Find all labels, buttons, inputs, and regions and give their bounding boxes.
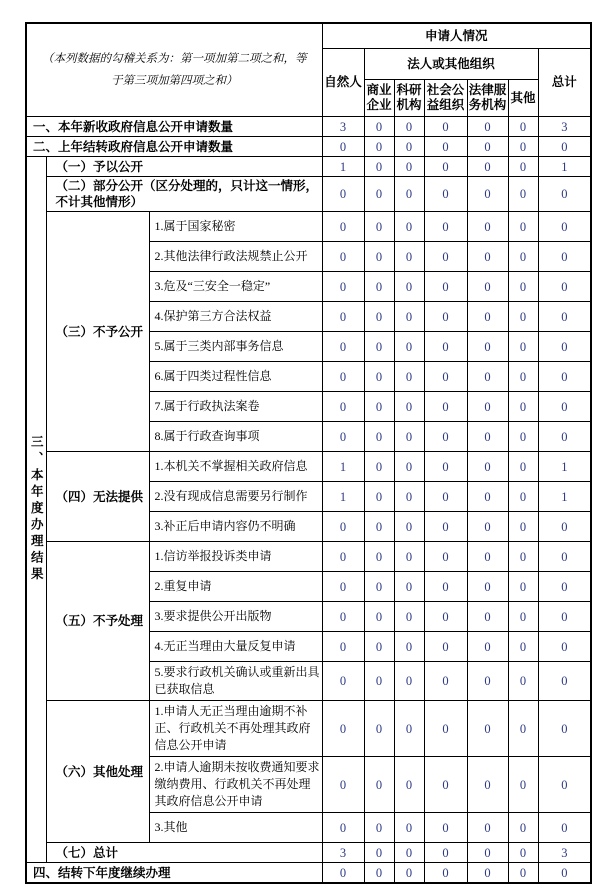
value-cell: 0 — [467, 157, 508, 177]
value-cell: 0 — [508, 272, 538, 302]
value-cell: 0 — [467, 512, 508, 542]
value-cell: 0 — [508, 392, 538, 422]
value-cell: 0 — [322, 512, 364, 542]
value-cell: 0 — [538, 137, 591, 157]
value-cell: 0 — [364, 542, 394, 572]
value-cell: 0 — [424, 392, 467, 422]
value-cell: 0 — [538, 362, 591, 392]
value-cell: 0 — [322, 242, 364, 272]
value-cell: 0 — [538, 662, 591, 701]
value-cell: 0 — [467, 392, 508, 422]
value-cell: 0 — [508, 362, 538, 392]
group-label: （一）予以公开 — [46, 157, 322, 177]
value-cell: 0 — [322, 212, 364, 242]
value-cell: 0 — [394, 242, 424, 272]
sub-label: 2.重复申请 — [149, 572, 322, 602]
value-cell: 0 — [322, 137, 364, 157]
value-cell: 1 — [538, 157, 591, 177]
value-cell: 0 — [364, 117, 394, 137]
group-label: （四）无法提供 — [46, 452, 149, 542]
value-cell: 0 — [364, 482, 394, 512]
value-cell: 0 — [508, 422, 538, 452]
value-cell: 0 — [394, 602, 424, 632]
value-cell: 1 — [538, 452, 591, 482]
value-cell: 0 — [508, 177, 538, 212]
value-cell: 0 — [394, 452, 424, 482]
table-row — [26, 452, 591, 482]
value-cell: 0 — [394, 362, 424, 392]
sub-label: 1.本机关不掌握相关政府信息 — [149, 452, 322, 482]
value-cell: 0 — [394, 863, 424, 884]
sub-label: 4.保护第三方合法权益 — [149, 302, 322, 332]
value-cell: 0 — [467, 701, 508, 757]
value-cell: 3 — [538, 117, 591, 137]
value-cell: 0 — [364, 422, 394, 452]
value-cell: 0 — [508, 602, 538, 632]
value-cell: 0 — [394, 392, 424, 422]
value-cell: 0 — [364, 701, 394, 757]
value-cell: 0 — [538, 242, 591, 272]
value-cell: 0 — [394, 302, 424, 332]
value-cell: 0 — [467, 482, 508, 512]
value-cell: 0 — [364, 632, 394, 662]
value-cell: 0 — [467, 272, 508, 302]
value-cell: 0 — [364, 572, 394, 602]
value-cell: 0 — [467, 572, 508, 602]
value-cell: 0 — [508, 302, 538, 332]
value-cell: 0 — [508, 542, 538, 572]
value-cell: 0 — [394, 482, 424, 512]
value-cell: 0 — [538, 272, 591, 302]
value-cell: 0 — [364, 242, 394, 272]
value-cell: 0 — [467, 813, 508, 843]
value-cell: 0 — [394, 632, 424, 662]
value-cell: 0 — [394, 157, 424, 177]
sub-label: 3.危及“三安全一稳定” — [149, 272, 322, 302]
value-cell: 0 — [538, 701, 591, 757]
applicant-section-header: 申请人情况 — [322, 23, 591, 49]
value-cell: 0 — [424, 813, 467, 843]
table-row — [26, 542, 591, 572]
value-cell: 0 — [364, 602, 394, 632]
row-label: 一、本年新收政府信息公开申请数量 — [26, 117, 322, 137]
value-cell: 0 — [424, 572, 467, 602]
value-cell: 0 — [467, 542, 508, 572]
col-header-business-enterprise: 商业企业 — [364, 80, 394, 117]
value-cell: 1 — [538, 482, 591, 512]
value-cell: 0 — [364, 512, 394, 542]
value-cell: 0 — [322, 632, 364, 662]
value-cell: 0 — [322, 362, 364, 392]
sub-label: 4.无正当理由大量反复申请 — [149, 632, 322, 662]
value-cell: 0 — [508, 332, 538, 362]
value-cell: 0 — [394, 843, 424, 863]
value-cell: 0 — [538, 302, 591, 332]
value-cell: 0 — [322, 701, 364, 757]
value-cell: 0 — [364, 452, 394, 482]
value-cell: 0 — [364, 177, 394, 212]
value-cell: 0 — [424, 362, 467, 392]
value-cell: 0 — [394, 177, 424, 212]
value-cell: 0 — [467, 137, 508, 157]
header-row-1 — [26, 23, 591, 49]
value-cell: 0 — [424, 452, 467, 482]
value-cell: 0 — [394, 542, 424, 572]
value-cell: 0 — [467, 843, 508, 863]
table-row — [26, 137, 591, 157]
value-cell: 0 — [467, 662, 508, 701]
report-table-body — [26, 117, 591, 884]
value-cell: 0 — [424, 157, 467, 177]
group-label: （三）不予公开 — [46, 212, 149, 452]
value-cell: 0 — [394, 117, 424, 137]
value-cell: 0 — [394, 272, 424, 302]
value-cell: 0 — [467, 362, 508, 392]
value-cell: 0 — [538, 863, 591, 884]
value-cell: 0 — [322, 662, 364, 701]
sub-label: 1.信访举报投诉类申请 — [149, 542, 322, 572]
col-header-public-welfare-org: 社会公益组织 — [424, 80, 467, 117]
sub-label: 6.属于四类过程性信息 — [149, 362, 322, 392]
value-cell: 0 — [508, 482, 538, 512]
value-cell: 0 — [538, 422, 591, 452]
value-cell: 0 — [508, 813, 538, 843]
value-cell: 0 — [467, 422, 508, 452]
value-cell: 0 — [508, 157, 538, 177]
value-cell: 0 — [424, 757, 467, 813]
value-cell: 0 — [394, 662, 424, 701]
col-header-natural-person: 自然人 — [322, 49, 364, 117]
value-cell: 0 — [538, 572, 591, 602]
section-vertical-label: 三、本年度办理结果 — [26, 157, 46, 863]
value-cell: 0 — [394, 572, 424, 602]
value-cell: 0 — [322, 392, 364, 422]
value-cell: 0 — [394, 422, 424, 452]
value-cell: 0 — [322, 422, 364, 452]
sub-label: 8.属于行政查询事项 — [149, 422, 322, 452]
value-cell: 0 — [467, 117, 508, 137]
table-row — [26, 843, 591, 863]
sub-label: 1.申请人无正当理由逾期不补正、行政机关不再处理其政府信息公开申请 — [149, 701, 322, 757]
value-cell: 0 — [538, 602, 591, 632]
table-row — [26, 863, 591, 884]
value-cell: 0 — [424, 422, 467, 452]
value-cell: 0 — [364, 662, 394, 701]
value-cell: 0 — [508, 212, 538, 242]
value-cell: 0 — [424, 542, 467, 572]
value-cell: 0 — [467, 332, 508, 362]
sub-label: 2.申请人逾期未按收费通知要求缴纳费用、行政机关不再处理其政府信息公开申请 — [149, 757, 322, 813]
value-cell: 0 — [364, 157, 394, 177]
value-cell: 0 — [538, 212, 591, 242]
col-header-research-institution: 科研机构 — [394, 80, 424, 117]
sub-label: 3.其他 — [149, 813, 322, 843]
value-cell: 0 — [394, 332, 424, 362]
report-table — [25, 22, 592, 884]
group-label: （七）总计 — [46, 843, 322, 863]
value-cell: 0 — [538, 392, 591, 422]
sub-label: 2.没有现成信息需要另行制作 — [149, 482, 322, 512]
value-cell: 0 — [424, 137, 467, 157]
value-cell: 0 — [322, 542, 364, 572]
value-cell: 1 — [322, 157, 364, 177]
value-cell: 0 — [508, 512, 538, 542]
value-cell: 0 — [538, 632, 591, 662]
value-cell: 0 — [467, 452, 508, 482]
value-cell: 0 — [508, 757, 538, 813]
row-label: 二、上年结转政府信息公开申请数量 — [26, 137, 322, 157]
value-cell: 0 — [322, 813, 364, 843]
value-cell: 0 — [508, 452, 538, 482]
value-cell: 0 — [364, 843, 394, 863]
col-header-legal-service-org: 法律服务机构 — [467, 80, 508, 117]
value-cell: 0 — [424, 632, 467, 662]
value-cell: 0 — [424, 512, 467, 542]
col-header-other: 其他 — [508, 80, 538, 117]
group-label: （六）其他处理 — [46, 701, 149, 843]
value-cell: 0 — [467, 757, 508, 813]
value-cell: 0 — [424, 212, 467, 242]
value-cell: 0 — [394, 757, 424, 813]
value-cell: 0 — [424, 272, 467, 302]
value-cell: 0 — [322, 757, 364, 813]
value-cell: 0 — [364, 863, 394, 884]
value-cell: 0 — [394, 137, 424, 157]
value-cell: 0 — [394, 512, 424, 542]
value-cell: 0 — [424, 863, 467, 884]
value-cell: 0 — [424, 177, 467, 212]
group-label: （五）不予处理 — [46, 542, 149, 701]
sub-label: 2.其他法律行政法规禁止公开 — [149, 242, 322, 272]
value-cell: 0 — [467, 602, 508, 632]
table-row — [26, 177, 591, 212]
value-cell: 0 — [322, 602, 364, 632]
value-cell: 0 — [364, 137, 394, 157]
value-cell: 0 — [364, 272, 394, 302]
table-row — [26, 157, 591, 177]
value-cell: 0 — [467, 302, 508, 332]
value-cell: 3 — [322, 117, 364, 137]
value-cell: 0 — [508, 662, 538, 701]
value-cell: 0 — [424, 602, 467, 632]
value-cell: 0 — [322, 332, 364, 362]
value-cell: 0 — [538, 813, 591, 843]
value-cell: 0 — [424, 843, 467, 863]
value-cell: 0 — [424, 302, 467, 332]
value-cell: 0 — [424, 242, 467, 272]
value-cell: 0 — [467, 242, 508, 272]
value-cell: 0 — [364, 332, 394, 362]
value-cell: 0 — [424, 482, 467, 512]
value-cell: 3 — [538, 843, 591, 863]
value-cell: 0 — [364, 362, 394, 392]
value-cell: 0 — [467, 632, 508, 662]
value-cell: 0 — [322, 302, 364, 332]
col-header-total: 总计 — [538, 49, 591, 117]
sub-label: 5.要求行政机关确认或重新出具已获取信息 — [149, 662, 322, 701]
value-cell: 0 — [538, 177, 591, 212]
value-cell: 0 — [467, 212, 508, 242]
value-cell: 0 — [538, 757, 591, 813]
value-cell: 0 — [322, 272, 364, 302]
value-cell: 0 — [467, 177, 508, 212]
value-cell: 3 — [322, 843, 364, 863]
value-cell: 0 — [538, 332, 591, 362]
value-cell: 0 — [538, 512, 591, 542]
value-cell: 0 — [424, 701, 467, 757]
value-cell: 0 — [508, 117, 538, 137]
value-cell: 0 — [508, 242, 538, 272]
sub-label: 3.要求提供公开出版物 — [149, 602, 322, 632]
value-cell: 0 — [508, 701, 538, 757]
sub-label: 5.属于三类内部事务信息 — [149, 332, 322, 362]
value-cell: 0 — [467, 863, 508, 884]
value-cell: 0 — [508, 137, 538, 157]
value-cell: 0 — [394, 212, 424, 242]
value-cell: 0 — [322, 572, 364, 602]
sub-label: 1.属于国家秘密 — [149, 212, 322, 242]
value-cell: 0 — [364, 302, 394, 332]
value-cell: 0 — [424, 332, 467, 362]
group-label: （二）部分公开（区分处理的，只计这一情形，不计其他情形） — [46, 177, 322, 212]
value-cell: 1 — [322, 452, 364, 482]
value-cell: 0 — [364, 757, 394, 813]
value-cell: 0 — [322, 863, 364, 884]
sub-label: 7.属于行政执法案卷 — [149, 392, 322, 422]
value-cell: 1 — [322, 482, 364, 512]
value-cell: 0 — [424, 662, 467, 701]
value-cell: 0 — [364, 813, 394, 843]
value-cell: 0 — [508, 863, 538, 884]
value-cell: 0 — [322, 177, 364, 212]
table-row — [26, 117, 591, 137]
value-cell: 0 — [508, 572, 538, 602]
row-label: 四、结转下年度继续办理 — [26, 863, 322, 884]
value-cell: 0 — [538, 542, 591, 572]
value-cell: 0 — [394, 813, 424, 843]
value-cell: 0 — [424, 117, 467, 137]
col-header-legal-org: 法人或其他组织 — [364, 49, 538, 80]
value-cell: 0 — [508, 632, 538, 662]
value-cell: 0 — [364, 212, 394, 242]
reconciliation-note: （本列数据的勾稽关系为：第一项加第二项之和，等于第三项加第四项之和） — [26, 23, 322, 117]
sub-label: 3.补正后申请内容仍不明确 — [149, 512, 322, 542]
value-cell: 0 — [394, 701, 424, 757]
value-cell: 0 — [364, 392, 394, 422]
table-row — [26, 212, 591, 242]
table-row — [26, 701, 591, 757]
value-cell: 0 — [508, 843, 538, 863]
